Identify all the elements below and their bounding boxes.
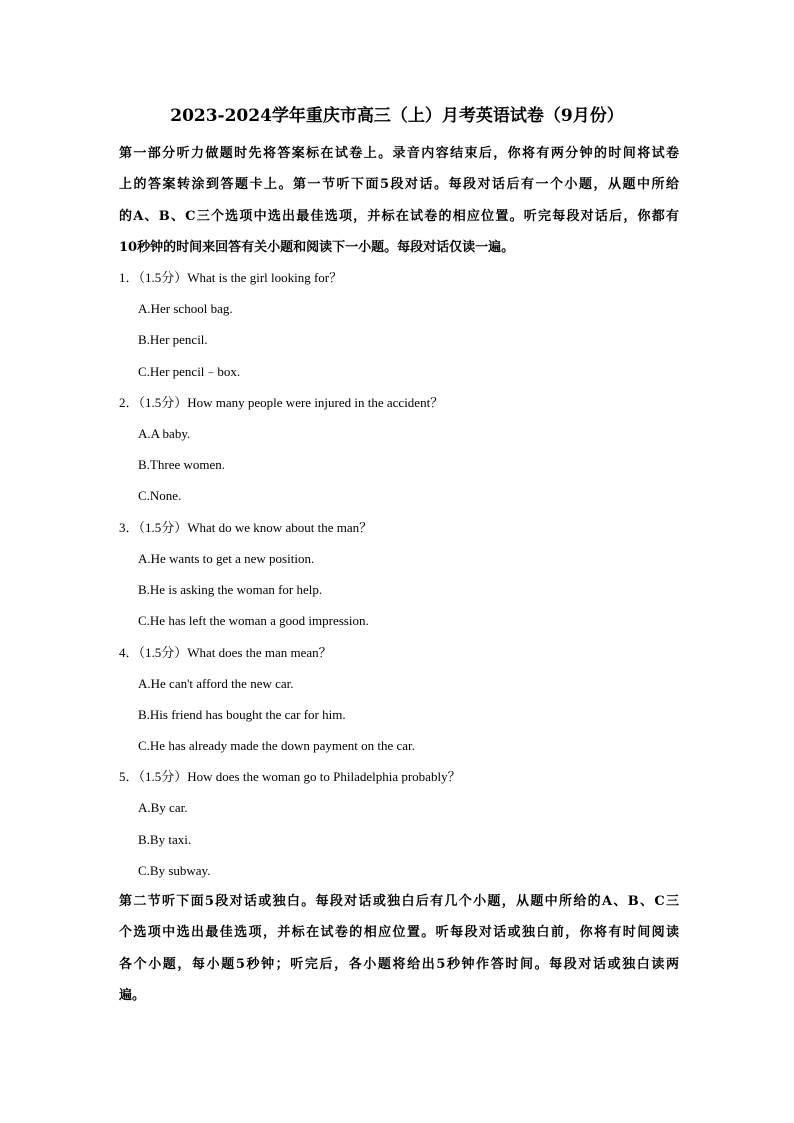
question-1-option-a: A.Her school bag. [138,301,233,316]
question-5-option-b: B.By taxi. [138,832,192,847]
instruction-line: 的A、B、C三个选项中选出最佳选项，并标在试卷的相应位置。听完每段对话后，你都有 [119,208,679,224]
question-5-option-a: A.By car. [138,800,188,815]
question-4-option-a: A.He can't afford the new car. [138,676,294,691]
question-1-stem: 1．（1.5分）What is the girl looking for？ [119,270,343,285]
question-2-option-c: C.None. [138,488,182,503]
question-2-stem: 2．（1.5分）How many people were injured in the accident？ [119,395,444,410]
question-2-option-a: A.A baby. [138,426,191,441]
instruction-line: 第一部分听力做题时先将答案标在试卷上。录音内容结束后，你将有两分钟的时间将试卷 [119,146,679,161]
instruction-line: 上的答案转涂到答题卡上。第一节听下面5段对话。每段对话后有一个小题，从题中所给 [119,177,679,193]
instruction-line: 个选项中选出最佳选项，并标在试卷的相应位置。听每段对话或独白前，你将有时间阅读 [119,925,679,941]
question-5-option-c: C.By subway. [138,863,211,878]
question-4-stem: 4．（1.5分）What does the man mean？ [119,645,332,660]
page-title: 2023-2024学年重庆市高三（上）月考英语试卷（9月份） [170,106,624,126]
question-3-option-c: C.He has left the woman a good impression. [138,613,369,628]
question-1-option-b: B.Her pencil. [138,332,208,347]
question-3-option-b: B.He is asking the woman for help. [138,582,323,597]
question-3-option-a: A.He wants to get a new position. [138,551,315,566]
instruction-line: 10秒钟的时间来回答有关小题和阅读下一小题。每段对话仅读一遍。 [119,239,515,255]
instruction-line: 第二节听下面5段对话或独白。每段对话或独白后有几个小题，从题中所给的A、B、C三 [119,894,679,909]
question-5-stem: 5．（1.5分）How does the woman go to Philadelphia probably？ [119,769,461,784]
instruction-line: 各个小题，每小题5秒钟；听完后，各小题将给出5秒钟作答时间。每段对话或独白读两 [119,956,679,972]
part1-instructions [119,138,679,263]
instruction-line: 遍。 [119,987,146,1003]
question-4-option-b: B.His friend has bought the car for him. [138,707,346,722]
part2-instructions [119,886,679,1011]
question-4-option-c: C.He has already made the down payment on the car. [138,738,415,753]
question-2-option-b: B.Three women. [138,457,226,472]
question-3-stem: 3．（1.5分）What do we know about the man？ [119,520,373,535]
question-1-option-c: C.Her pencil﹣box. [138,364,241,379]
